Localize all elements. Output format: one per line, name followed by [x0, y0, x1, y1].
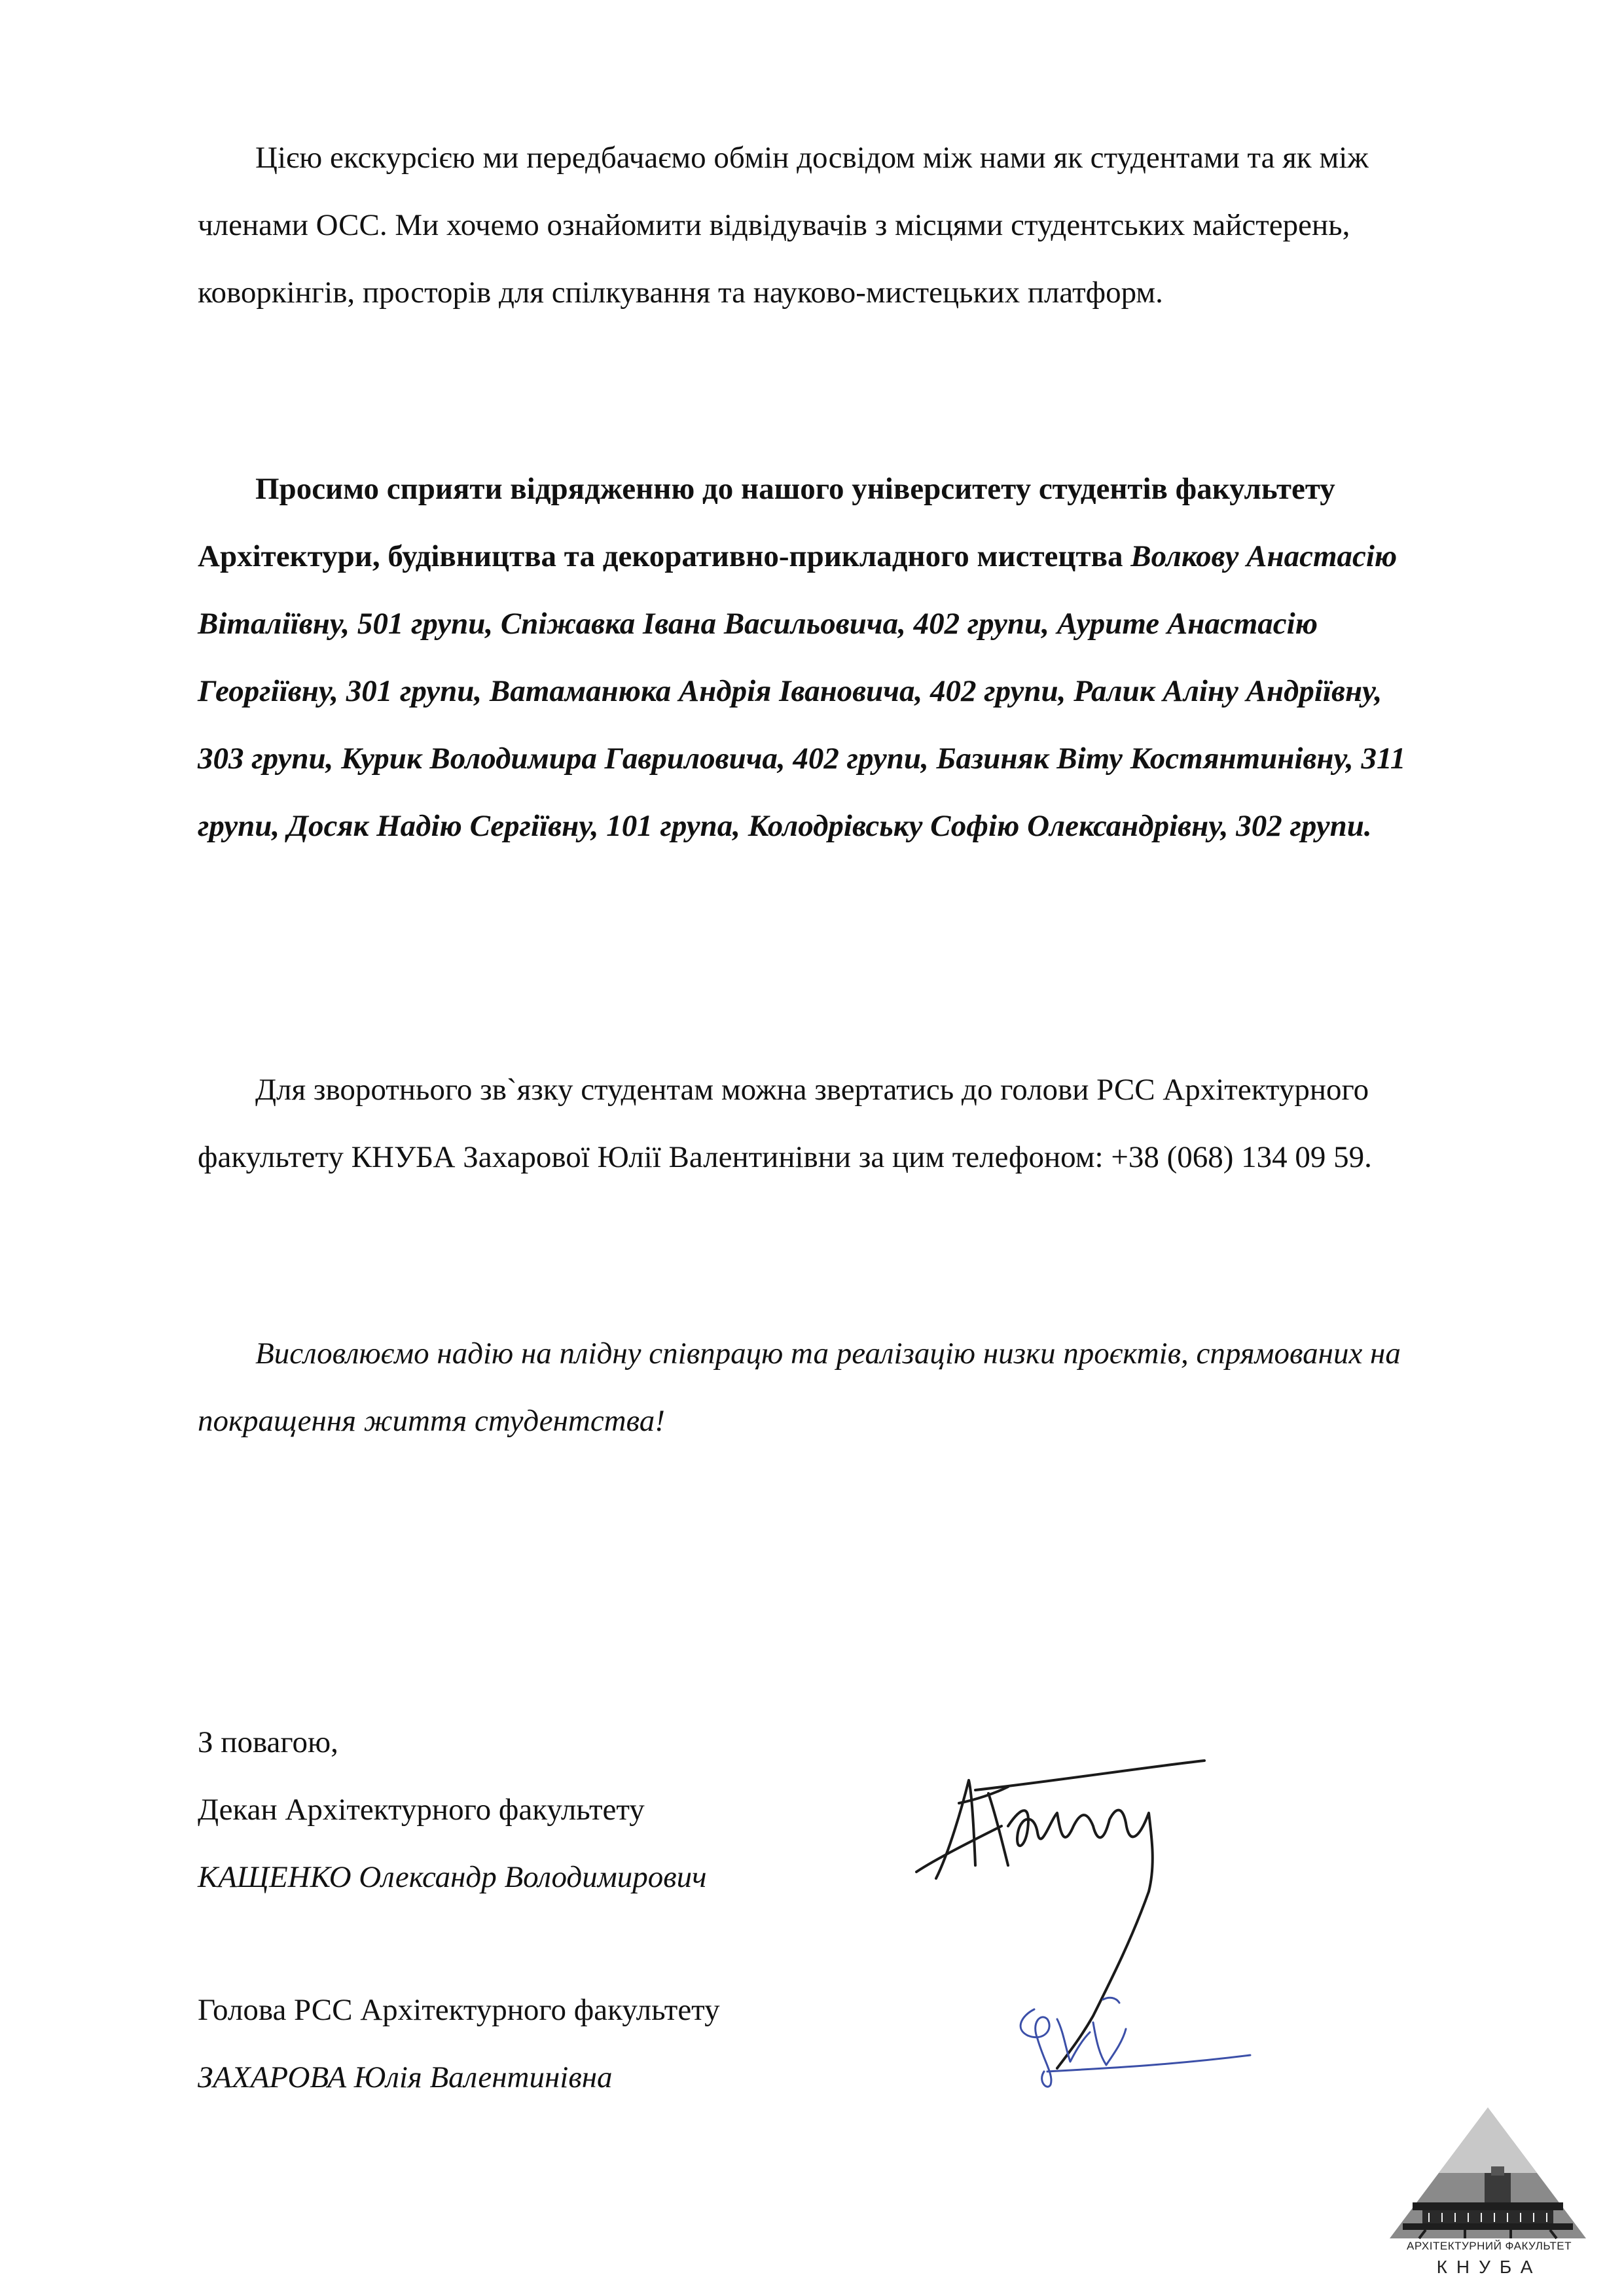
head-title: Голова РСС Архітектурного факультету: [198, 1993, 720, 2027]
head-signature: [1020, 1998, 1250, 2087]
paragraph-excursion: Цією екскурсією ми передбачаємо обмін досвідом між нами як студентами та як між членами ОСС. Ми хочемо ознайомити відвідувачів з місцями студентських майстерень, коворкінгів, просторів для спілкування та науково-мистецьких платформ.: [198, 141, 1369, 310]
logo-caption-university: КНУБА: [1436, 2257, 1542, 2277]
dean-signature: [916, 1761, 1204, 2068]
logo-caption-faculty: АРХІТЕКТУРНИЙ ФАКУЛЬТЕТ: [1407, 2240, 1572, 2252]
request-intro: Просимо сприяти відрядженню до нашого університету студентів факультету Архітектури, будівництва та декоративно-прикладного мистецтва: [198, 472, 1335, 573]
dean-name: КАЩЕНКО Олександр Володимирович: [198, 1860, 707, 1894]
paragraph-contact: Для зворотнього зв`язку студентам можна звертатись до голови РСС Архітектурного факультету КНУБА Захарової Юлії Валентинівни за цим телефоном: +38 (068) 134 09 59.: [198, 1073, 1372, 1174]
dean-title: Декан Архітектурного факультету: [198, 1793, 645, 1827]
paragraph-request: [198, 456, 1435, 860]
signatures-graphic: [897, 1741, 1263, 2108]
head-name: ЗАХАРОВА Юлія Валентинівна: [198, 2060, 613, 2094]
student-list: Волкову Анастасію Віталіївну, 501 групи, Спіжавка Івана Васильовича, 402 групи, Аурите Анастасію Георгіївну, 301 групи, Ватаманюка Андрія Івановича, 402 групи, Ралик Аліну Андріївну, 303 групи, Курик Володимира Гавриловича, 402 групи, Базиняк Віту Костянтинівну, 311 групи, Досяк Надію Сергіївну, 101 група, Колодрівську Софію Олександрівну, 302 групи.: [198, 539, 1406, 843]
paragraph-hope: Висловлюємо надію на плідну співпрацю та реалізацію низки проєктів, спрямованих на покращення життя студентства!: [198, 1336, 1401, 1438]
closing-regards: З повагою,: [198, 1725, 338, 1759]
